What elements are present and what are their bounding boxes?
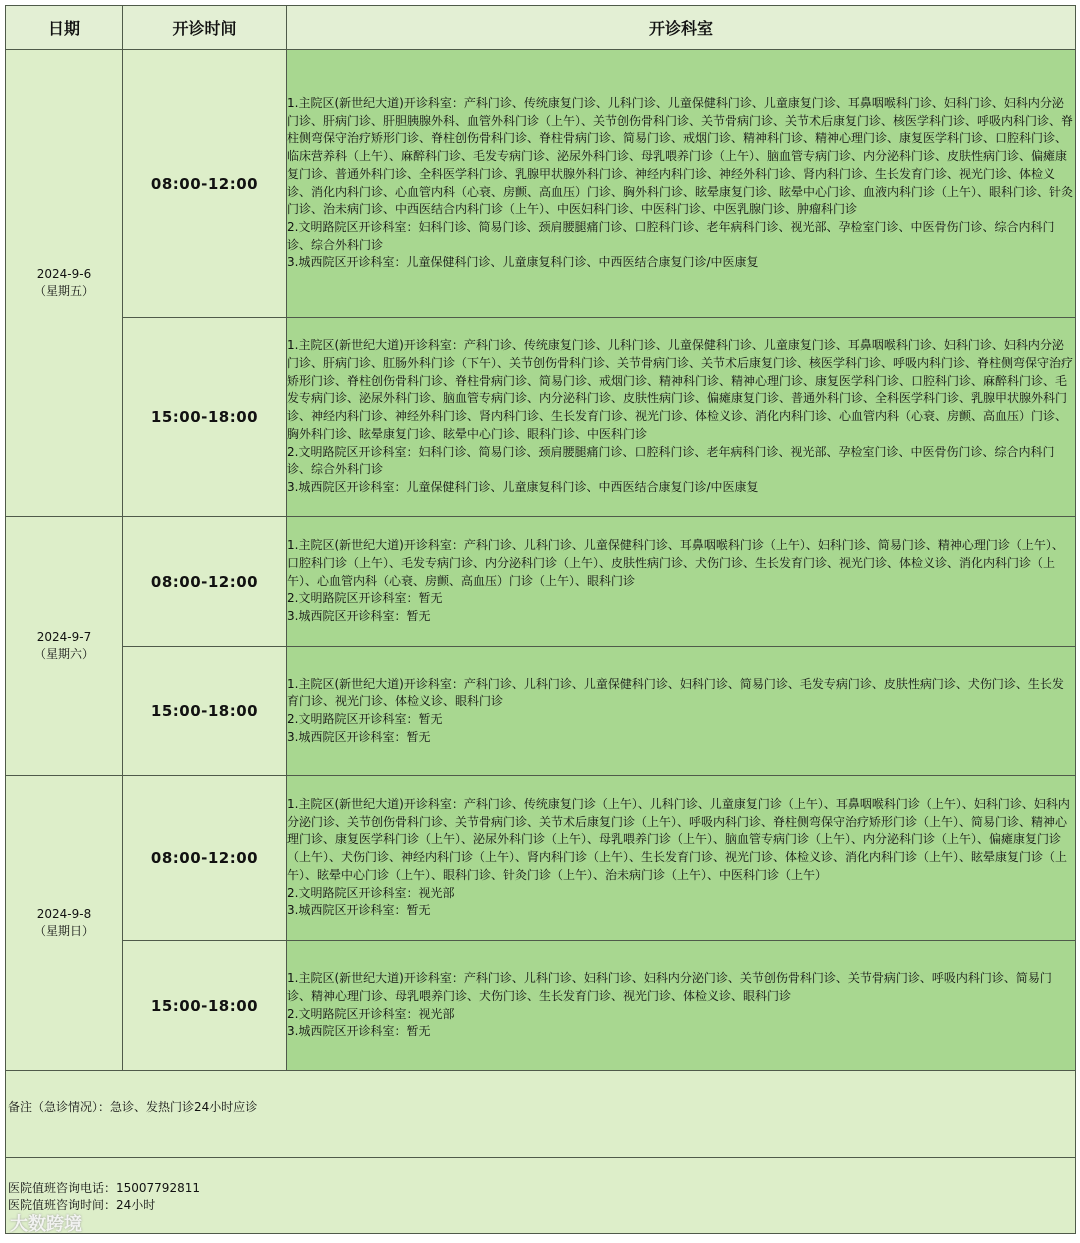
main-campus-departments: 1.主院区(新世纪大道)开诊科室：产科门诊、传统康复门诊（上午）、儿科门诊、儿童康复门诊（上午）、耳鼻咽喉科门诊（上午）、妇科门诊、妇科内分泌门诊、关节创伤骨科门诊、关节骨病门诊、关节术后康复门诊（上午）、呼吸内科门诊、脊柱侧弯保守治疗矫形门诊（上午）、简易门诊、精神心理门诊、康复医学科门诊（上午）、泌尿外科门诊（上午）、母乳喂养门诊（上午）、脑血管专病门诊（上午）、内分泌科门诊（上午）、偏瘫康复门诊（上午）、犬伤门诊、神经内科门诊（上午）、肾内科门诊（上午）、生长发育门诊、视光门诊、体检义诊、消化内科门诊（上午）、眩晕康复门诊（上午）、眩晕中心门诊（上午）、眼科门诊、针灸门诊（上午）、治未病门诊（上午）、中医科门诊（上午） (287, 797, 1070, 882)
chengxi-campus-departments: 3.城西院区开诊科室：儿童保健科门诊、儿童康复科门诊、中西医结合康复门诊/中医康复 (287, 479, 759, 494)
wenminglu-campus-departments: 2.文明路院区开诊科室：暂无 (287, 591, 443, 606)
date-cell (6, 776, 123, 1071)
emergency-note-cell (6, 1071, 1076, 1158)
main-campus-departments: 1.主院区(新世纪大道)开诊科室：产科门诊、传统康复门诊、儿科门诊、儿童保健科门诊、儿童康复门诊、耳鼻咽喉科门诊、妇科门诊、妇科内分泌门诊、肝病门诊、肝胆胰腺外科、血管外科门诊（上午）、关节创伤骨科门诊、关节骨病门诊、关节术后康复门诊、核医学科门诊、呼吸内科门诊、脊柱侧弯保守治疗矫形门诊、脊柱创伤骨科门诊、脊柱骨病门诊、简易门诊、戒烟门诊、精神科门诊、精神心理门诊、康复医学科门诊、口腔科门诊、临床营养科（上午）、麻醉科门诊、毛发专病门诊、泌尿外科门诊、母乳喂养门诊（上午）、脑血管专病门诊、内分泌科门诊、皮肤性病门诊、偏瘫康复门诊、普通外科门诊、全科医学科门诊、乳腺甲状腺外科门诊、神经内科门诊、神经外科门诊、肾内科门诊、生长发育门诊、视光门诊、体检义诊、消化内科门诊、心血管内科（心衰、房颤、高血压）门诊、胸外科门诊、眩晕康复门诊、眩晕中心门诊、血液内科门诊（上午）、眼科门诊、针灸门诊、治未病门诊、中西医结合内科门诊（上午）、中医妇科门诊、中医科门诊、中医乳腺门诊、肿瘤科门诊 (287, 95, 1074, 217)
date-value: 2024-9-7 (36, 630, 92, 644)
header-date: 日期 (6, 6, 123, 50)
chengxi-campus-departments: 3.城西院区开诊科室：暂无 (287, 1024, 431, 1039)
departments-cell (287, 941, 1076, 1071)
departments-cell (287, 647, 1076, 776)
header-row (6, 6, 1076, 50)
chengxi-campus-departments: 3.城西院区开诊科室：暂无 (287, 903, 431, 918)
date-cell (6, 517, 123, 776)
schedule-row (6, 50, 1076, 318)
wenminglu-campus-departments: 2.文明路院区开诊科室：视光部 (287, 885, 455, 900)
time-cell: 08:00-12:00 (123, 50, 287, 318)
header-departments: 开诊科室 (287, 6, 1076, 50)
date-value: 2024-9-8 (36, 907, 92, 921)
time-cell: 15:00-18:00 (123, 941, 287, 1071)
main-campus-departments: 1.主院区(新世纪大道)开诊科室：产科门诊、儿科门诊、儿童保健科门诊、妇科门诊、简易门诊、毛发专病门诊、皮肤性病门诊、犬伤门诊、生长发育门诊、视光门诊、体检义诊、眼科门诊 (287, 676, 1064, 709)
schedule-table (5, 5, 1076, 1234)
main-campus-departments: 1.主院区(新世纪大道)开诊科室：产科门诊、儿科门诊、儿童保健科门诊、耳鼻咽喉科门诊（上午）、妇科门诊、简易门诊、精神心理门诊（上午）、口腔科门诊（上午）、毛发专病门诊、内分泌科门诊（上午）、皮肤性病门诊、犬伤门诊、生长发育门诊、视光门诊、体检义诊、消化内科门诊（上午）、心血管内科（心衰、房颤、高血压）门诊（上午）、眼科门诊 (287, 538, 1064, 588)
notes-row (6, 1071, 1076, 1158)
wenminglu-campus-departments: 2.文明路院区开诊科室：妇科门诊、简易门诊、颈肩腰腿痛门诊、口腔科门诊、老年病科门诊、视光部、孕检室门诊、中医骨伤门诊、综合内科门诊、综合外科门诊 (287, 444, 1055, 477)
duty-phone: 医院值班咨询电话：15007792811 (8, 1181, 200, 1195)
schedule-row (6, 318, 1076, 517)
weekday-value: （星期六） (33, 647, 94, 661)
time-cell: 15:00-18:00 (123, 647, 287, 776)
chengxi-campus-departments: 3.城西院区开诊科室：暂无 (287, 729, 431, 744)
emergency-note: 备注（急诊情况）：急诊、发热门诊24小时应诊 (8, 1100, 258, 1114)
watermark: 大数跨境 (10, 1214, 82, 1235)
chengxi-campus-departments: 3.城西院区开诊科室：儿童保健科门诊、儿童康复科门诊、中西医结合康复门诊/中医康复 (287, 255, 759, 270)
weekday-value: （星期日） (33, 924, 94, 938)
main-campus-departments: 1.主院区(新世纪大道)开诊科室：产科门诊、传统康复门诊、儿科门诊、儿童保健科门诊、儿童康复门诊、耳鼻咽喉科门诊、妇科门诊、妇科内分泌门诊、肝病门诊、肛肠外科门诊（下午）、关节创伤骨科门诊、关节骨病门诊、关节术后康复门诊、核医学科门诊、呼吸内科门诊、脊柱侧弯保守治疗矫形门诊、脊柱创伤骨科门诊、脊柱骨病门诊、简易门诊、戒烟门诊、精神科门诊、精神心理门诊、康复医学科门诊、口腔科门诊、麻醉科门诊、毛发专病门诊、泌尿外科门诊、脑血管专病门诊、内分泌科门诊、皮肤性病门诊、偏瘫康复门诊、普通外科门诊、全科医学科门诊、乳腺甲状腺外科门诊、神经内科门诊、神经外科门诊、肾内科门诊、生长发育门诊、视光门诊、体检义诊、消化内科门诊、心血管内科（心衰、房颤、高血压）门诊、胸外科门诊、眩晕康复门诊、眩晕中心门诊、眼科门诊、中医科门诊 (287, 338, 1074, 441)
schedule-row (6, 517, 1076, 647)
duty-hours: 医院值班咨询时间：24小时 (8, 1198, 156, 1212)
wenminglu-campus-departments: 2.文明路院区开诊科室：妇科门诊、简易门诊、颈肩腰腿痛门诊、口腔科门诊、老年病科门诊、视光部、孕检室门诊、中医骨伤门诊、综合内科门诊、综合外科门诊 (287, 219, 1055, 252)
main-campus-departments: 1.主院区(新世纪大道)开诊科室：产科门诊、儿科门诊、妇科门诊、妇科内分泌门诊、关节创伤骨科门诊、关节骨病门诊、呼吸内科门诊、简易门诊、精神心理门诊、母乳喂养门诊、犬伤门诊、生长发育门诊、视光门诊、体检义诊、眼科门诊 (287, 971, 1052, 1003)
time-cell: 08:00-12:00 (123, 776, 287, 941)
chengxi-campus-departments: 3.城西院区开诊科室：暂无 (287, 609, 431, 624)
departments-cell (287, 776, 1076, 941)
date-value: 2024-9-6 (36, 267, 92, 281)
time-cell: 15:00-18:00 (123, 318, 287, 517)
weekday-value: （星期五） (33, 284, 94, 298)
header-time: 开诊时间 (123, 6, 287, 50)
time-cell: 08:00-12:00 (123, 517, 287, 647)
schedule-row (6, 941, 1076, 1071)
date-cell (6, 50, 123, 517)
departments-cell (287, 318, 1076, 517)
departments-cell (287, 517, 1076, 647)
schedule-row (6, 776, 1076, 941)
contact-row (6, 1158, 1076, 1234)
contact-cell (6, 1158, 1076, 1234)
schedule-frame (5, 5, 1075, 1238)
schedule-row (6, 647, 1076, 776)
departments-cell (287, 50, 1076, 318)
wenminglu-campus-departments: 2.文明路院区开诊科室：暂无 (287, 712, 443, 726)
wenminglu-campus-departments: 2.文明路院区开诊科室：视光部 (287, 1006, 455, 1021)
